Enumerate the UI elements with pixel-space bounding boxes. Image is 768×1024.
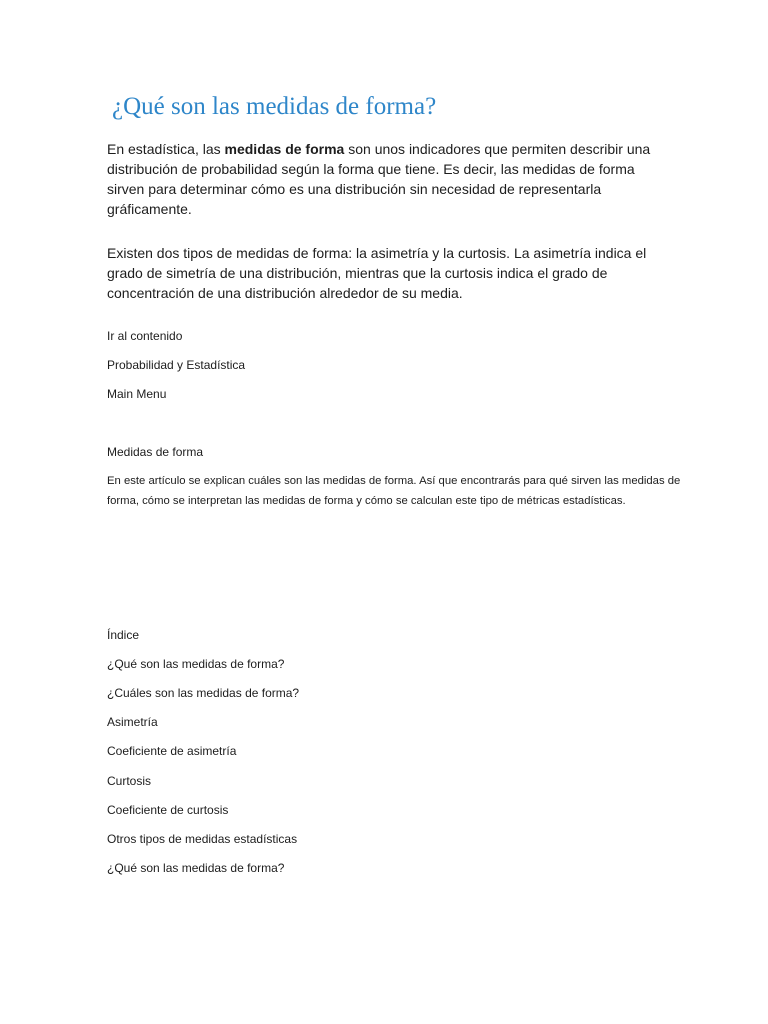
section-heading: Medidas de forma xyxy=(107,445,204,459)
index-item[interactable]: Otros tipos de medidas estadísticas xyxy=(107,832,298,846)
index-item[interactable]: Coeficiente de curtosis xyxy=(107,803,229,817)
section-description: En este artículo se explican cuáles son las medidas de forma. Así que encontrarás para qué sirven las medidas de forma, cómo se interpretan las medidas de forma y cómo se calculan este tipo de métricas estadísticas. xyxy=(107,475,681,507)
intro-text-after: son unos indicadores que permiten describir una distribución de probabilidad según la forma que tiene. Es decir, las medidas de forma sirven para determinar cómo es una distribución sin necesidad de representarla gráficamente. xyxy=(107,141,651,217)
index-item[interactable]: ¿Cuáles son las medidas de forma? xyxy=(107,686,300,700)
index-item[interactable]: Coeficiente de asimetría xyxy=(107,744,237,758)
index-item[interactable]: ¿Qué son las medidas de forma? xyxy=(107,861,285,875)
main-menu-link[interactable]: Main Menu xyxy=(107,387,167,401)
index-heading: Índice xyxy=(107,628,140,642)
intro-bold-term: medidas de forma xyxy=(224,141,345,157)
index-item[interactable]: Curtosis xyxy=(107,774,152,788)
intro-text-before: En estadística, las xyxy=(107,141,225,157)
types-paragraph: Existen dos tipos de medidas de forma: la asimetría y la curtosis. La asimetría indica el grado de simetría de una distribución, mientras que la curtosis indica el grado de concentración de una distribución alrededor de su media. xyxy=(107,245,647,301)
intro-paragraph xyxy=(107,139,667,219)
skip-to-content-link[interactable]: Ir al contenido xyxy=(107,329,183,343)
page-title: ¿Qué son las medidas de forma? xyxy=(112,93,437,120)
index-item[interactable]: Asimetría xyxy=(107,715,158,729)
index-item[interactable]: ¿Qué son las medidas de forma? xyxy=(107,657,285,671)
site-name-link[interactable]: Probabilidad y Estadística xyxy=(107,358,246,372)
